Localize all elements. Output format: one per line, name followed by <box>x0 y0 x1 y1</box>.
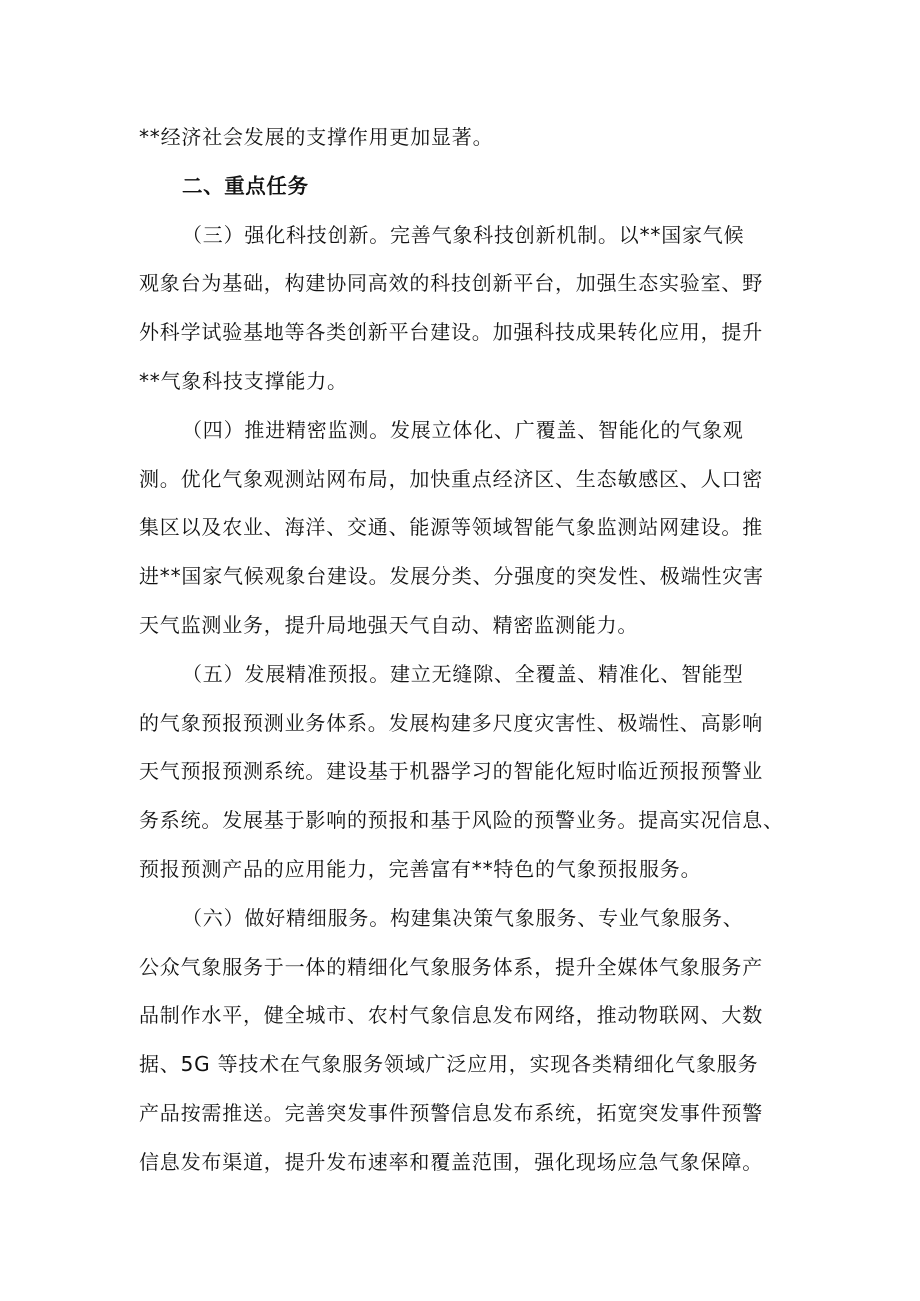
paragraph-line: **气象科技支撑能力。 <box>139 368 348 393</box>
paragraph-6 <box>139 894 789 1187</box>
paragraph-line: 外科学试验基地等各类创新平台建设。加强科技成果转化应用，提升 <box>139 320 763 345</box>
paragraph-5 <box>139 650 789 894</box>
paragraph-4 <box>139 406 789 650</box>
paragraph-line: 信息发布渠道，提升发布速率和覆盖范围，强化现场应急气象保障。 <box>139 1149 763 1174</box>
paragraph-line: 天气监测业务，提升局地强天气自动、精密监测能力。 <box>139 612 639 637</box>
paragraph-line: 天气预报预测系统。建设基于机器学习的智能化短时临近预报预警业 <box>139 759 763 784</box>
document-body <box>139 113 789 1187</box>
paragraph-line: 集区以及农业、海洋、交通、能源等领域智能气象监测站网建设。推 <box>139 515 763 540</box>
paragraph-line: 预报预测产品的应用能力，完善富有**特色的气象预报服务。 <box>139 856 702 881</box>
section-heading: 二、重点任务 <box>182 173 309 198</box>
paragraph-line: 据、5G 等技术在气象服务领域广泛应用，实现各类精细化气象服务 <box>139 1052 759 1077</box>
paragraph-line: 测。优化气象观测站网布局，加快重点经济区、生态敏感区、人口密 <box>139 466 763 491</box>
paragraph-line: 务系统。发展基于影响的预报和基于风险的预警业务。提高实况信息、 <box>139 808 784 833</box>
paragraph-line: （三）强化科技创新。完善气象科技创新机制。以**国家气候 <box>182 222 745 247</box>
paragraph-line: 品制作水平，健全城市、农村气象信息发布网络，推动物联网、大数 <box>139 1003 763 1028</box>
paragraph-line: 的气象预报预测业务体系。发展构建多尺度灾害性、极端性、高影响 <box>139 710 763 735</box>
paragraph-line: （五）发展精准预报。建立无缝隙、全覆盖、精准化、智能型 <box>182 661 744 686</box>
paragraph-line: 观象台为基础，构建协同高效的科技创新平台，加强生态实验室、野 <box>139 271 763 296</box>
paragraph-line: （四）推进精密监测。发展立体化、广覆盖、智能化的气象观 <box>182 417 744 442</box>
paragraph-line: 进**国家气候观象台建设。发展分类、分强度的突发性、极端性灾害 <box>139 564 764 589</box>
paragraph-line: （六）做好精细服务。构建集决策气象服务、专业气象服务、 <box>182 905 744 930</box>
paragraph-line: 公众气象服务于一体的精细化气象服务体系，提升全媒体气象服务产 <box>139 954 763 979</box>
paragraph-line: 产品按需推送。完善突发事件预警信息发布系统，拓宽突发事件预警 <box>139 1100 763 1125</box>
opening-line: **经济社会发展的支撑作用更加显著。 <box>139 125 494 149</box>
paragraph-3 <box>139 211 789 406</box>
